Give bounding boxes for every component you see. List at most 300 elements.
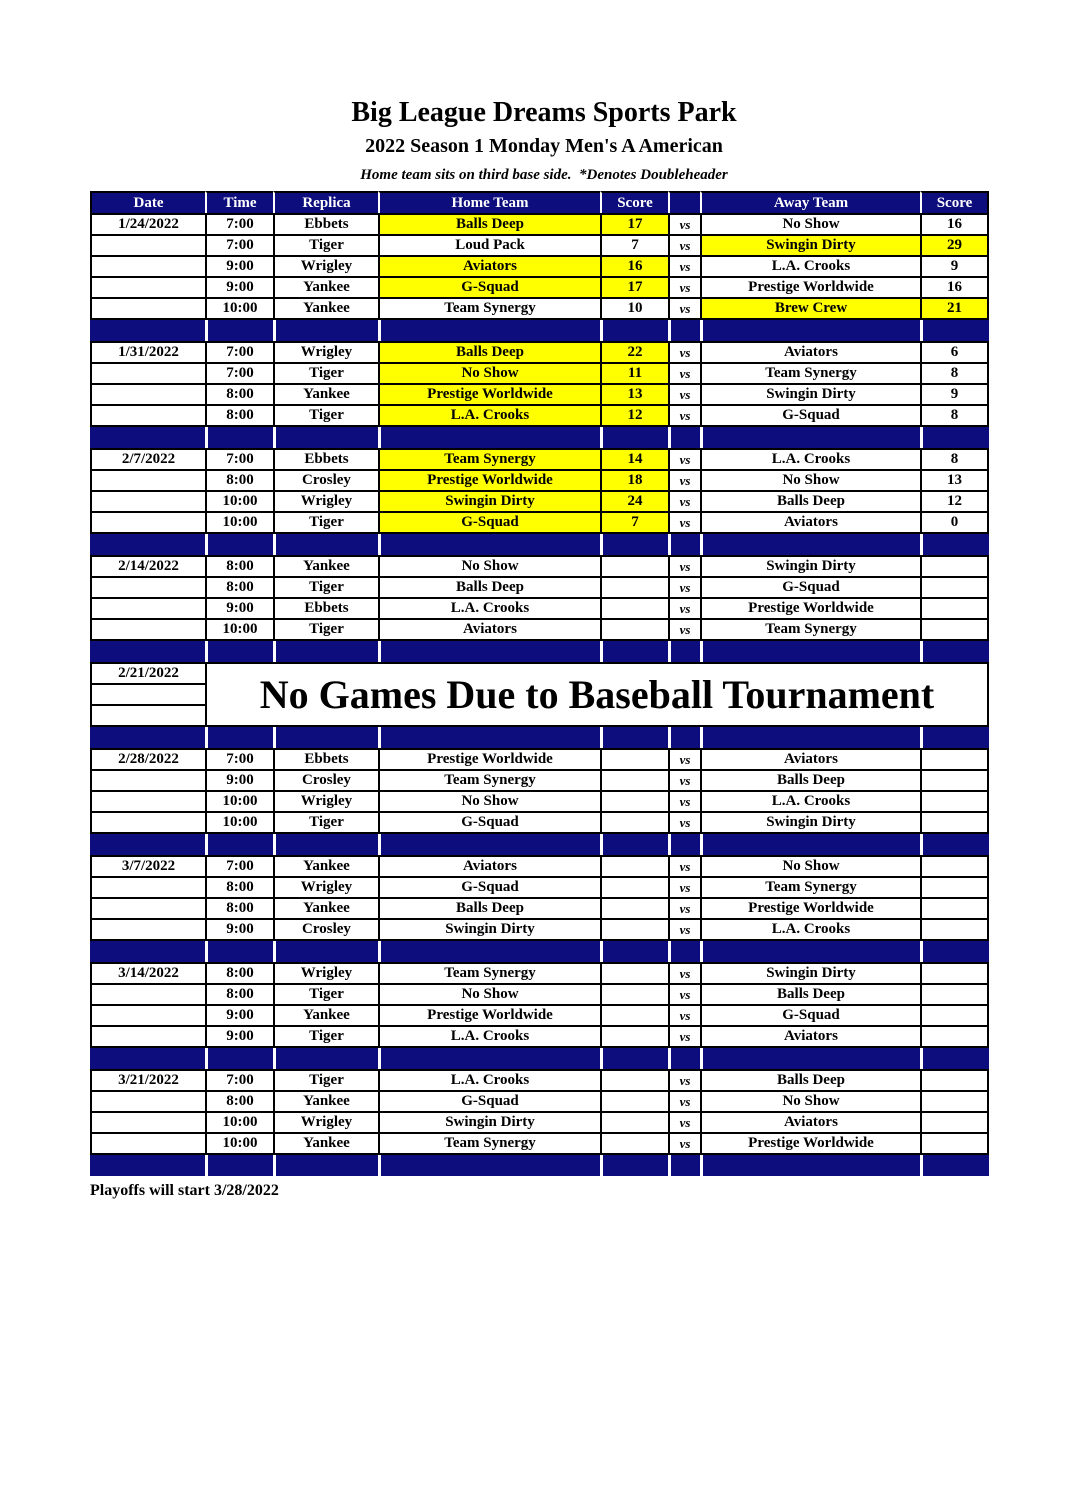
home-team-cell: Swingin Dirty [378,1111,600,1132]
column-header-date: Date [90,191,205,213]
separator-cell [273,727,378,748]
time-cell: 10:00 [205,811,273,834]
time-cell: 10:00 [205,1132,273,1155]
separator-cell [668,727,700,748]
vs-label: vs [668,255,700,276]
home-score-cell [600,1025,668,1048]
time-cell: 7:00 [205,748,273,769]
away-score-cell [920,1004,989,1025]
vs-label: vs [668,1132,700,1155]
away-score-cell [920,576,989,597]
tournament-block [90,662,989,727]
column-header-away-score: Score [920,191,989,213]
date-cell [90,469,205,490]
away-score-cell: 8 [920,362,989,383]
home-team-cell: L.A. Crooks [378,404,600,427]
vs-label: vs [668,1069,700,1090]
away-team-cell: Balls Deep [700,769,920,790]
home-score-cell [600,790,668,811]
replica-cell: Tiger [273,983,378,1004]
away-team-cell: Team Synergy [700,362,920,383]
home-score-cell: 18 [600,469,668,490]
date-cell [90,704,205,727]
home-score-cell: 11 [600,362,668,383]
game-row [90,276,989,297]
game-row [90,511,989,534]
separator-cell [205,427,273,448]
away-team-cell: G-Squad [700,576,920,597]
separator-cell [90,1155,205,1176]
separator-cell [668,427,700,448]
separator-cell [668,641,700,662]
separator-cell [700,1155,920,1176]
separator-cell [920,320,989,341]
game-row [90,790,989,811]
separator-cell [90,427,205,448]
separator-cell [600,834,668,855]
game-row [90,213,989,234]
separator-cell [668,320,700,341]
away-team-cell: No Show [700,855,920,876]
home-score-cell [600,555,668,576]
away-team-cell: Prestige Worldwide [700,276,920,297]
date-cell [90,276,205,297]
time-cell: 7:00 [205,855,273,876]
separator-cell [378,641,600,662]
date-cell: 3/14/2022 [90,962,205,983]
game-row [90,855,989,876]
game-row [90,404,989,427]
vs-label: vs [668,855,700,876]
away-score-cell [920,962,989,983]
time-cell: 9:00 [205,918,273,941]
vs-label: vs [668,1025,700,1048]
time-cell: 9:00 [205,255,273,276]
game-row [90,234,989,255]
home-team-cell: Prestige Worldwide [378,748,600,769]
away-team-cell: Aviators [700,1111,920,1132]
schedule-table [90,191,989,1176]
home-score-cell [600,618,668,641]
separator-cell [600,641,668,662]
away-team-cell: Balls Deep [700,983,920,1004]
time-cell: 8:00 [205,404,273,427]
away-score-cell [920,597,989,618]
vs-label: vs [668,876,700,897]
away-team-cell: Balls Deep [700,1069,920,1090]
separator-cell [205,1048,273,1069]
home-score-cell [600,769,668,790]
separator-cell [700,641,920,662]
separator-cell [205,534,273,555]
time-cell: 7:00 [205,341,273,362]
separator-row [90,941,989,962]
replica-cell: Yankee [273,276,378,297]
home-team-cell: G-Squad [378,276,600,297]
date-cell: 1/24/2022 [90,213,205,234]
date-cell [90,255,205,276]
separator-cell [378,727,600,748]
separator-cell [600,1048,668,1069]
time-cell: 9:00 [205,1025,273,1048]
away-team-cell: Aviators [700,1025,920,1048]
replica-cell: Crosley [273,769,378,790]
home-team-cell: Prestige Worldwide [378,1004,600,1025]
separator-cell [205,941,273,962]
date-cell: 2/14/2022 [90,555,205,576]
page-title: Big League Dreams Sports Park [351,97,737,128]
replica-cell: Ebbets [273,597,378,618]
date-cell [90,1025,205,1048]
game-row [90,297,989,320]
separator-cell [273,1048,378,1069]
away-score-cell: 8 [920,404,989,427]
vs-label: vs [668,511,700,534]
separator-cell [920,834,989,855]
date-cell [90,362,205,383]
date-cell [90,383,205,404]
date-cell: 1/31/2022 [90,341,205,362]
home-team-cell: Balls Deep [378,576,600,597]
time-cell: 9:00 [205,1004,273,1025]
game-row [90,962,989,983]
separator-cell [600,1155,668,1176]
home-team-cell: No Show [378,555,600,576]
vs-label: vs [668,918,700,941]
vs-label: vs [668,1090,700,1111]
away-team-cell: Aviators [700,341,920,362]
date-cell [90,618,205,641]
away-score-cell: 16 [920,276,989,297]
game-row [90,555,989,576]
separator-row [90,641,989,662]
tournament-date-column [90,662,205,727]
vs-label: vs [668,790,700,811]
time-cell: 8:00 [205,555,273,576]
replica-cell: Tiger [273,1069,378,1090]
home-team-cell: Team Synergy [378,1132,600,1155]
vs-label: vs [668,404,700,427]
away-team-cell: L.A. Crooks [700,448,920,469]
home-score-cell: 7 [600,511,668,534]
separator-cell [668,834,700,855]
game-row [90,811,989,834]
game-row [90,597,989,618]
separator-row [90,1048,989,1069]
home-score-cell: 24 [600,490,668,511]
time-cell: 10:00 [205,511,273,534]
away-score-cell: 9 [920,255,989,276]
separator-cell [378,1048,600,1069]
replica-cell: Tiger [273,362,378,383]
time-cell: 9:00 [205,597,273,618]
away-team-cell: L.A. Crooks [700,918,920,941]
home-score-cell [600,1004,668,1025]
away-score-cell [920,876,989,897]
separator-cell [205,834,273,855]
game-row [90,362,989,383]
column-header-time: Time [205,191,273,213]
separator-cell [273,320,378,341]
away-score-cell [920,1132,989,1155]
date-cell: 2/7/2022 [90,448,205,469]
separator-cell [600,534,668,555]
separator-cell [90,834,205,855]
replica-cell: Wrigley [273,255,378,276]
game-row [90,1069,989,1090]
date-cell [90,511,205,534]
time-cell: 9:00 [205,276,273,297]
away-score-cell: 21 [920,297,989,320]
replica-cell: Ebbets [273,748,378,769]
time-cell: 8:00 [205,1090,273,1111]
away-team-cell: Swingin Dirty [700,962,920,983]
home-team-cell: Balls Deep [378,341,600,362]
home-score-cell [600,597,668,618]
away-team-cell: Swingin Dirty [700,234,920,255]
separator-row [90,320,989,341]
game-row [90,1111,989,1132]
home-team-cell: Balls Deep [378,897,600,918]
separator-cell [205,641,273,662]
vs-label: vs [668,897,700,918]
vs-label: vs [668,983,700,1004]
home-team-cell: Aviators [378,855,600,876]
away-team-cell: Prestige Worldwide [700,897,920,918]
date-cell: 3/21/2022 [90,1069,205,1090]
home-team-cell: L.A. Crooks [378,1069,600,1090]
separator-cell [378,941,600,962]
home-score-cell [600,811,668,834]
away-score-cell [920,790,989,811]
table-body [90,213,989,1176]
vs-label: vs [668,276,700,297]
time-cell: 8:00 [205,962,273,983]
separator-cell [378,320,600,341]
separator-cell [700,941,920,962]
tournament-banner: No Games Due to Baseball Tournament [205,662,989,727]
replica-cell: Yankee [273,555,378,576]
away-score-cell [920,769,989,790]
separator-cell [600,427,668,448]
replica-cell: Wrigley [273,876,378,897]
vs-label: vs [668,1004,700,1025]
away-score-cell: 6 [920,341,989,362]
replica-cell: Wrigley [273,962,378,983]
home-team-cell: Aviators [378,255,600,276]
game-row [90,918,989,941]
time-cell: 7:00 [205,1069,273,1090]
vs-label: vs [668,576,700,597]
away-team-cell: G-Squad [700,1004,920,1025]
separator-cell [700,427,920,448]
column-header-away-team: Away Team [700,191,920,213]
game-row [90,1004,989,1025]
vs-label: vs [668,1111,700,1132]
separator-cell [273,641,378,662]
game-row [90,983,989,1004]
away-score-cell [920,918,989,941]
away-team-cell: Team Synergy [700,618,920,641]
away-team-cell: Team Synergy [700,876,920,897]
home-team-cell: Team Synergy [378,769,600,790]
home-score-cell: 10 [600,297,668,320]
away-score-cell: 12 [920,490,989,511]
home-team-cell: Prestige Worldwide [378,383,600,404]
vs-label: vs [668,234,700,255]
time-cell: 7:00 [205,234,273,255]
home-score-cell [600,918,668,941]
away-score-cell [920,1069,989,1090]
replica-cell: Crosley [273,918,378,941]
home-score-cell: 13 [600,383,668,404]
home-team-cell: Loud Pack [378,234,600,255]
away-score-cell [920,811,989,834]
game-row [90,897,989,918]
separator-cell [205,727,273,748]
separator-cell [273,1155,378,1176]
separator-cell [600,727,668,748]
replica-cell: Yankee [273,1090,378,1111]
date-cell [90,297,205,320]
separator-cell [378,534,600,555]
home-team-cell: Team Synergy [378,962,600,983]
home-score-cell: 16 [600,255,668,276]
game-row [90,769,989,790]
date-cell [90,790,205,811]
home-score-cell: 17 [600,213,668,234]
separator-cell [920,1048,989,1069]
home-team-cell: Team Synergy [378,448,600,469]
game-row [90,1025,989,1048]
away-team-cell: No Show [700,213,920,234]
vs-label: vs [668,213,700,234]
game-row [90,1090,989,1111]
away-score-cell [920,1025,989,1048]
vs-label: vs [668,748,700,769]
replica-cell: Yankee [273,855,378,876]
column-header-home-score: Score [600,191,668,213]
date-cell [90,404,205,427]
home-score-cell [600,876,668,897]
separator-row [90,1155,989,1176]
home-team-cell: No Show [378,790,600,811]
vs-label: vs [668,341,700,362]
home-score-cell [600,962,668,983]
vs-label: vs [668,555,700,576]
date-cell [90,490,205,511]
replica-cell: Tiger [273,811,378,834]
home-team-cell: L.A. Crooks [378,1025,600,1048]
vs-label: vs [668,962,700,983]
away-score-cell: 9 [920,383,989,404]
replica-cell: Wrigley [273,490,378,511]
replica-cell: Tiger [273,576,378,597]
away-team-cell: Aviators [700,748,920,769]
game-row [90,490,989,511]
away-team-cell: Brew Crew [700,297,920,320]
home-score-cell: 12 [600,404,668,427]
time-cell: 7:00 [205,448,273,469]
separator-cell [920,941,989,962]
home-score-cell [600,748,668,769]
column-header-replica: Replica [273,191,378,213]
home-team-cell: G-Squad [378,511,600,534]
separator-cell [378,834,600,855]
replica-cell: Yankee [273,297,378,320]
date-cell [90,1111,205,1132]
home-score-cell [600,576,668,597]
home-team-cell: G-Squad [378,876,600,897]
date-cell [90,1004,205,1025]
separator-row [90,427,989,448]
date-cell [90,983,205,1004]
home-team-note: Home team sits on third base side. *Denotes Doubleheader [360,167,728,183]
separator-cell [668,1155,700,1176]
page-subtitle: 2022 Season 1 Monday Men's A American [365,135,723,157]
replica-cell: Tiger [273,511,378,534]
separator-cell [920,1155,989,1176]
date-cell [90,897,205,918]
game-row [90,341,989,362]
away-score-cell: 0 [920,511,989,534]
date-cell [90,597,205,618]
schedule-document [0,97,1088,1200]
game-row [90,255,989,276]
separator-cell [700,834,920,855]
time-cell: 10:00 [205,297,273,320]
home-score-cell: 14 [600,448,668,469]
game-row [90,748,989,769]
column-header-vs [668,191,700,213]
home-team-cell: Aviators [378,618,600,641]
away-score-cell [920,618,989,641]
home-team-cell: L.A. Crooks [378,597,600,618]
away-score-cell [920,855,989,876]
separator-cell [668,1048,700,1069]
home-team-cell: Team Synergy [378,297,600,320]
replica-cell: Crosley [273,469,378,490]
vs-label: vs [668,469,700,490]
home-score-cell [600,1069,668,1090]
separator-cell [205,320,273,341]
home-team-cell: No Show [378,983,600,1004]
date-cell [90,683,205,704]
home-team-cell: Balls Deep [378,213,600,234]
date-cell [90,234,205,255]
time-cell: 8:00 [205,897,273,918]
replica-cell: Wrigley [273,341,378,362]
home-score-cell [600,983,668,1004]
replica-cell: Wrigley [273,1111,378,1132]
time-cell: 8:00 [205,576,273,597]
away-team-cell: Prestige Worldwide [700,597,920,618]
away-score-cell: 8 [920,448,989,469]
separator-cell [700,320,920,341]
column-header-home-team: Home Team [378,191,600,213]
game-row [90,876,989,897]
replica-cell: Ebbets [273,213,378,234]
away-team-cell: Swingin Dirty [700,383,920,404]
home-score-cell [600,1132,668,1155]
separator-cell [273,534,378,555]
home-score-cell [600,855,668,876]
time-cell: 9:00 [205,769,273,790]
vs-label: vs [668,618,700,641]
date-cell: 2/21/2022 [90,662,205,683]
away-score-cell [920,748,989,769]
separator-cell [273,834,378,855]
